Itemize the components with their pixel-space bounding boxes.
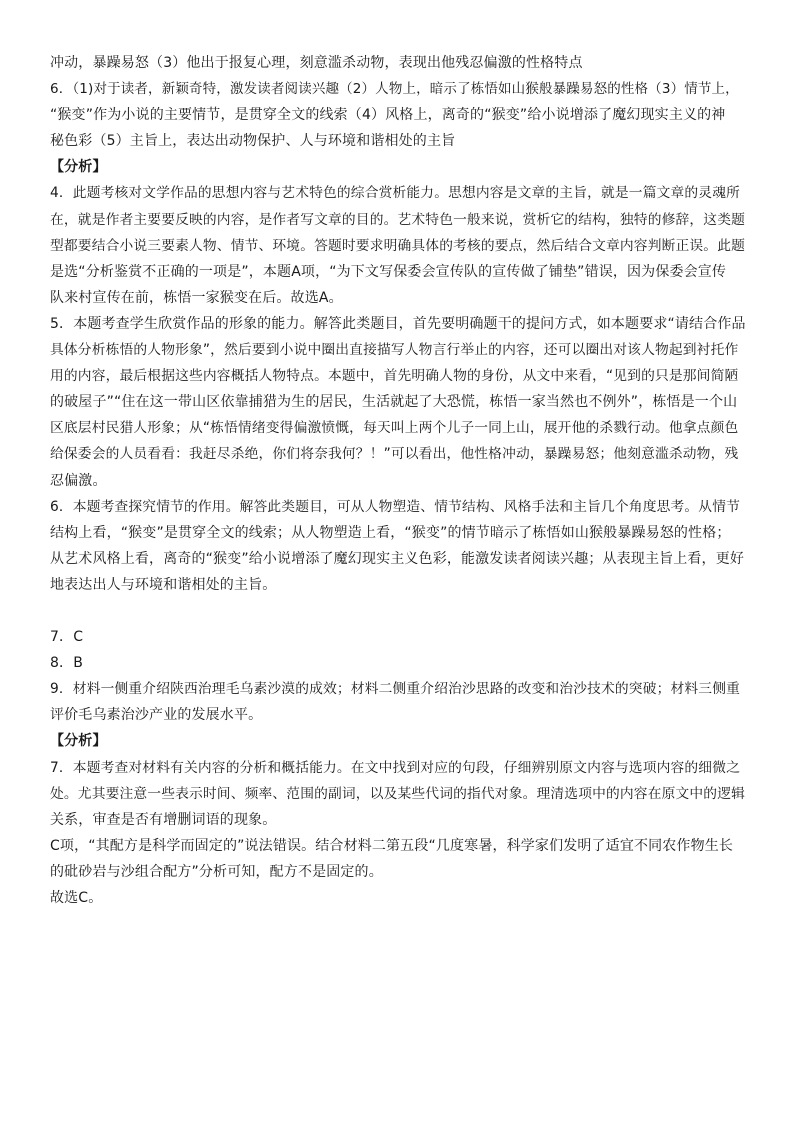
text-line: 结构上看，“猴变”是贯穿全文的线索；从人物塑造上看，“猴变”的情节暗示了栋悟如山猴般暴躁易怒的性格；: [50, 524, 731, 541]
analysis-6-line: 6．本题考查探究情节的作用。解答此类题目，可从人物塑造、情节结构、风格手法和主旨几个角度思考。从情节: [50, 498, 741, 515]
analysis-5-line: 5．本题考查学生欣赏作品的形象的能力。解答此类题目，首先要明确题干的提问方式，如本题要求“请结合作品: [50, 315, 746, 332]
text-line: 区底层村民猎人形象；从“栋悟情绪变得偏激愤慨，每天叫上两个儿子一同上山，展开他的杀戮行动。他拿点颜色: [50, 420, 739, 437]
text-line: 处。尤其要注意一些表示时间、频率、范围的副词，以及某些代词的指代对象。理清选项中的内容在原文中的逻辑: [50, 785, 746, 802]
text-line: 具体分析栋悟的人物形象”，然后要到小说中圈出直接描写人物言行举止的内容，还可以圈出对该人物起到衬托作: [50, 342, 739, 359]
text-line: 关系，审查是否有增删词语的现象。: [50, 811, 277, 828]
text-line: 是选“分析鉴赏不正确的一项是”，本题A项，“为下文写保委会宣传队的宣传做了铺垫”错误，因为保委会宣传: [50, 263, 727, 280]
text-line: 用的内容，最后根据这些内容概括人物特点。本题中，首先明确人物的身份，从文中来看，“见到的只是那间简陋: [50, 368, 739, 385]
answer-6-line: 6．（1)对于读者，新颖奇特，激发读者阅读兴趣（2）人物上，暗示了栋悟如山猴般暴躁易怒的性格（3）情节上，: [50, 81, 739, 98]
text-line: 的砒砂岩与沙组合配方”分析可知，配方不是固定的。: [50, 863, 383, 880]
text-line: 忍偏激。: [50, 472, 107, 489]
text-line: 从艺术风格上看，离奇的“猴变”给小说增添了魔幻现实主义色彩，能激发读者阅读兴趣；从表现主旨上看，更好: [50, 550, 745, 567]
text-line: 秘色彩（5）主旨上，表达出动物保护、人与环境和谐相处的主旨: [50, 133, 456, 150]
blank-gap: [50, 598, 750, 624]
analysis-7-line: 7．本题考查对材料有关内容的分析和概括能力。在文中找到对应的句段，仔细辨别原文内容与选项内容的细微之: [50, 759, 741, 776]
text-line: 型都要结合小说三要素人物、情节、环境。答题时要求明确具体的考核的要点，然后结合文章内容判断正误。此题: [50, 237, 746, 254]
text-line: 的破屋子”“住在这一带山区依靠捕猎为生的居民，生活就起了大恐慌，栋悟一家当然也不例外”，栋悟是一个山: [50, 394, 738, 411]
text-line: 在，就是作者主要要反映的内容，是作者写文章的目的。艺术特色一般来说，赏析它的结构，独特的修辞，这类题: [50, 211, 746, 228]
text-line: 评价毛乌素治沙产业的发展水平。: [50, 707, 263, 724]
text-line: 故选C。: [50, 890, 103, 906]
answer-page: [50, 50, 750, 911]
text-line: “猴变”作为小说的主要情节，是贯穿全文的线索（4）风格上，离奇的“猴变”给小说增添了魔幻现实主义的神: [50, 107, 726, 124]
text-line: C项，“其配方是科学而固定的”说法错误。结合材料二第五段“几度寒暑，科学家们发明了适宜不同农作物生长: [50, 837, 734, 854]
text-line: 冲动，暴躁易怒（3）他出于报复心理，刻意滥杀动物，表现出他残忍偏激的性格特点: [50, 55, 583, 71]
analysis-heading: 【分析】: [50, 159, 107, 176]
text-line: 给保委会的人员看看：我赶尽杀绝，你们将奈我何？！”可以看出，他性格冲动，暴躁易怒；他刻意滥杀动物，残: [50, 446, 739, 463]
answer-9-line: 9．材料一侧重介绍陕西治理毛乌素沙漠的成效；材料二侧重介绍治沙思路的改变和治沙技术的突破；材料三侧重: [50, 681, 741, 698]
answer-7-line: 7．C: [50, 629, 84, 646]
analysis-heading: 【分析】: [50, 733, 107, 750]
text-line: 地表达出人与环境和谐相处的主旨。: [50, 576, 277, 593]
answer-8-line: 8．B: [50, 655, 83, 672]
analysis-4-line: 4．此题考核对文学作品的思想内容与艺术特色的综合赏析能力。思想内容是文章的主旨，就是一篇文章的灵魂所: [50, 185, 741, 202]
text-line: 队来村宣传在前，栋悟一家猴变在后。故选A。: [50, 289, 343, 306]
